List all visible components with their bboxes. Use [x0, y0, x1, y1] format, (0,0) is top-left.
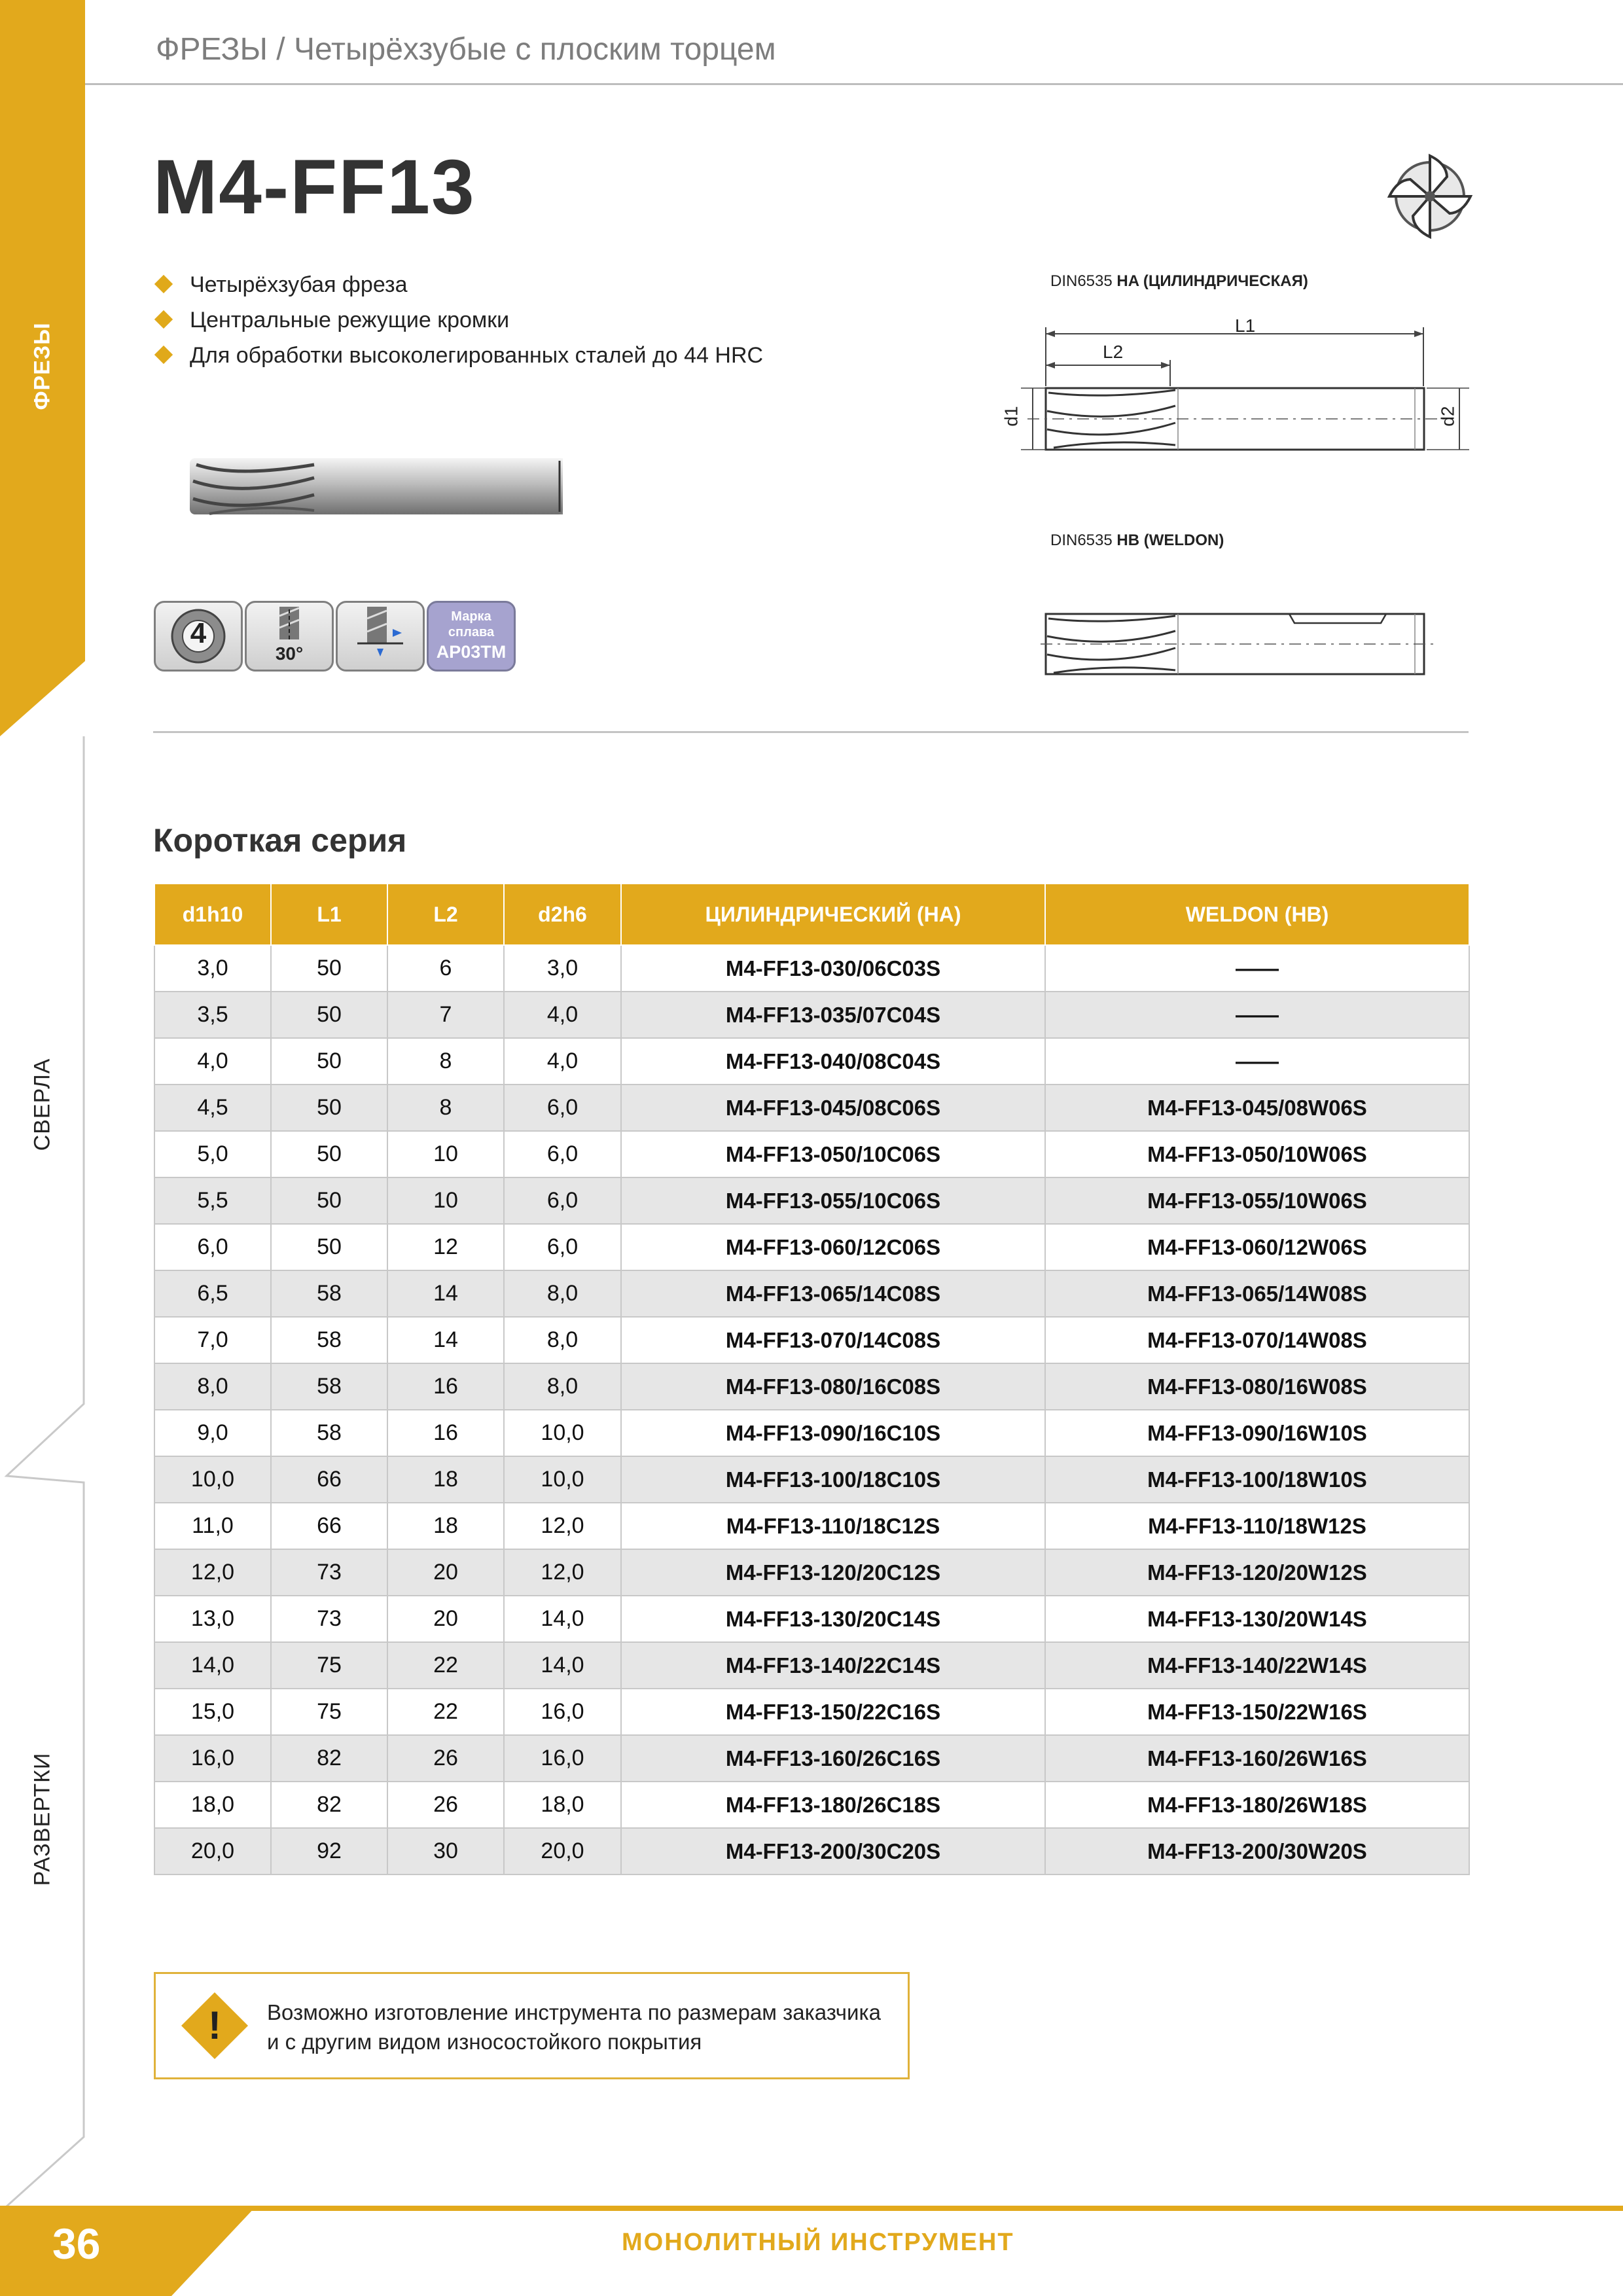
cell-code-weldon: ——	[1045, 992, 1469, 1038]
cell-code-weldon: M4-FF13-130/20W14S	[1045, 1596, 1469, 1642]
drawing-hb-prefix: DIN6535	[1050, 531, 1117, 549]
cell-code-weldon: M4-FF13-160/26W16S	[1045, 1735, 1469, 1782]
cell-l2: 10	[387, 1177, 504, 1224]
end-mill-product-image	[183, 452, 569, 524]
note-text	[267, 1998, 895, 2056]
drawing-ha-prefix: DIN6535	[1050, 272, 1117, 290]
cell-l1: 66	[271, 1503, 387, 1549]
cell-d1: 14,0	[154, 1642, 271, 1689]
cell-l1: 73	[271, 1596, 387, 1642]
column-header-d2: d2h6	[504, 884, 621, 945]
cell-code-weldon: M4-FF13-050/10W06S	[1045, 1131, 1469, 1177]
helix-angle-badge	[245, 601, 334, 672]
cell-d2: 10,0	[504, 1456, 621, 1503]
cell-d2: 16,0	[504, 1735, 621, 1782]
cell-code-weldon: M4-FF13-080/16W08S	[1045, 1363, 1469, 1410]
cell-code-cylindrical: M4-FF13-150/22C16S	[621, 1689, 1045, 1735]
cell-d2: 18,0	[504, 1782, 621, 1828]
cell-d2: 16,0	[504, 1689, 621, 1735]
table-row	[154, 1363, 1469, 1410]
cell-d2: 8,0	[504, 1363, 621, 1410]
cell-l2: 22	[387, 1689, 504, 1735]
cell-code-weldon: M4-FF13-045/08W06S	[1045, 1085, 1469, 1131]
cell-l2: 20	[387, 1549, 504, 1596]
cell-d2: 8,0	[504, 1270, 621, 1317]
cell-d1: 9,0	[154, 1410, 271, 1456]
cell-l2: 26	[387, 1735, 504, 1782]
breadcrumb: ФРЕЗЫ / Четырёхзубые с плоским торцем	[156, 32, 776, 67]
cell-l1: 73	[271, 1549, 387, 1596]
spec-table	[154, 883, 1470, 1875]
table-row	[154, 945, 1469, 992]
table-row	[154, 1503, 1469, 1549]
cell-code-cylindrical: M4-FF13-030/06C03S	[621, 945, 1045, 992]
cell-l1: 82	[271, 1735, 387, 1782]
cell-l2: 26	[387, 1782, 504, 1828]
helix-angle-value: 30°	[275, 643, 304, 664]
grade-label-line2: сплава	[448, 625, 495, 639]
cell-l1: 82	[271, 1782, 387, 1828]
cell-code-cylindrical: M4-FF13-100/18C10S	[621, 1456, 1045, 1503]
cell-l2: 10	[387, 1131, 504, 1177]
footer-divider	[85, 2206, 1623, 2211]
cell-l2: 8	[387, 1038, 504, 1085]
cell-l2: 16	[387, 1363, 504, 1410]
cell-code-cylindrical: M4-FF13-040/08C04S	[621, 1038, 1045, 1085]
cell-d1: 15,0	[154, 1689, 271, 1735]
table-row	[154, 1224, 1469, 1270]
grade-badge	[427, 601, 516, 672]
cell-d1: 12,0	[154, 1549, 271, 1596]
cell-d1: 8,0	[154, 1363, 271, 1410]
machining-direction-badge	[336, 601, 425, 672]
cell-code-weldon: M4-FF13-110/18W12S	[1045, 1503, 1469, 1549]
page-number: 36	[52, 2219, 101, 2268]
cell-code-cylindrical: M4-FF13-180/26C18S	[621, 1782, 1045, 1828]
cell-code-cylindrical: M4-FF13-160/26C16S	[621, 1735, 1045, 1782]
table-row	[154, 1270, 1469, 1317]
cell-d1: 3,5	[154, 992, 271, 1038]
dim-label-l2: L2	[1103, 342, 1124, 362]
cell-code-weldon: M4-FF13-065/14W08S	[1045, 1270, 1469, 1317]
cell-code-weldon: M4-FF13-070/14W08S	[1045, 1317, 1469, 1363]
dim-label-l1: L1	[1235, 315, 1256, 336]
cell-d1: 16,0	[154, 1735, 271, 1782]
note-line-1: Возможно изготовление инструмента по размерам заказчика	[267, 2000, 881, 2024]
cell-l1: 50	[271, 1224, 387, 1270]
cell-code-cylindrical: M4-FF13-140/22C14S	[621, 1642, 1045, 1689]
side-tab-milling[interactable]: ФРЕЗЫ	[29, 322, 55, 410]
cell-d2: 14,0	[504, 1642, 621, 1689]
cell-code-weldon: M4-FF13-200/30W20S	[1045, 1828, 1469, 1874]
cell-l2: 22	[387, 1642, 504, 1689]
cell-code-cylindrical: M4-FF13-050/10C06S	[621, 1131, 1045, 1177]
cell-l1: 50	[271, 1038, 387, 1085]
cell-d1: 4,5	[154, 1085, 271, 1131]
cell-code-weldon: M4-FF13-055/10W06S	[1045, 1177, 1469, 1224]
table-row	[154, 1456, 1469, 1503]
cell-d1: 5,0	[154, 1131, 271, 1177]
cell-l2: 14	[387, 1270, 504, 1317]
side-navigation	[0, 0, 85, 2296]
cell-d2: 8,0	[504, 1317, 621, 1363]
cell-d1: 11,0	[154, 1503, 271, 1549]
cell-d2: 12,0	[504, 1549, 621, 1596]
table-row	[154, 1085, 1469, 1131]
section-title: Короткая серия	[153, 822, 407, 859]
cell-d1: 7,0	[154, 1317, 271, 1363]
section-divider	[153, 731, 1469, 733]
cell-d2: 20,0	[504, 1828, 621, 1874]
column-header-d1: d1h10	[154, 884, 271, 945]
table-row	[154, 1828, 1469, 1874]
table-row	[154, 1410, 1469, 1456]
feature-item: Центральные режущие кромки	[152, 302, 763, 338]
cell-code-weldon: M4-FF13-180/26W18S	[1045, 1782, 1469, 1828]
drawing-ha-caption	[1050, 272, 1308, 291]
column-header-l1: L1	[271, 884, 387, 945]
cell-l2: 30	[387, 1828, 504, 1874]
teeth-count-value: 4	[190, 617, 207, 649]
table-body	[154, 945, 1469, 1874]
cell-code-cylindrical: M4-FF13-045/08C06S	[621, 1085, 1045, 1131]
column-header-l2: L2	[387, 884, 504, 945]
teeth-count-badge	[154, 601, 243, 672]
cell-l1: 50	[271, 945, 387, 992]
cell-code-weldon: M4-FF13-120/20W12S	[1045, 1549, 1469, 1596]
side-tab-reamers[interactable]: РАЗВЕРТКИ	[29, 1752, 55, 1886]
cell-d1: 18,0	[154, 1782, 271, 1828]
cell-code-cylindrical: M4-FF13-200/30C20S	[621, 1828, 1045, 1874]
cell-code-cylindrical: M4-FF13-070/14C08S	[621, 1317, 1045, 1363]
cell-code-cylindrical: M4-FF13-090/16C10S	[621, 1410, 1045, 1456]
cell-d1: 20,0	[154, 1828, 271, 1874]
note-line-2: и с другим видом износостойкого покрытия	[267, 2030, 702, 2054]
cell-l2: 20	[387, 1596, 504, 1642]
cell-d2: 6,0	[504, 1177, 621, 1224]
table-row	[154, 1131, 1469, 1177]
cell-l1: 50	[271, 1177, 387, 1224]
table-row	[154, 1038, 1469, 1085]
machining-direction-icon	[338, 603, 423, 670]
cell-d1: 10,0	[154, 1456, 271, 1503]
cell-l2: 7	[387, 992, 504, 1038]
cell-l2: 12	[387, 1224, 504, 1270]
cell-d1: 4,0	[154, 1038, 271, 1085]
footer-title: МОНОЛИТНЫЙ ИНСТРУМЕНТ	[622, 2229, 1014, 2256]
feature-item: Для обработки высоколегированных сталей до 44 HRC	[152, 338, 763, 373]
cell-l2: 18	[387, 1456, 504, 1503]
cell-d1: 6,0	[154, 1224, 271, 1270]
table-row	[154, 1177, 1469, 1224]
cell-d1: 13,0	[154, 1596, 271, 1642]
cell-l1: 50	[271, 1131, 387, 1177]
cell-code-weldon: ——	[1045, 945, 1469, 992]
column-header-cylindrical: ЦИЛИНДРИЧЕСКИЙ (HA)	[621, 884, 1045, 945]
cell-l1: 58	[271, 1363, 387, 1410]
feature-list	[152, 267, 763, 373]
cell-l2: 6	[387, 945, 504, 992]
cell-d2: 6,0	[504, 1131, 621, 1177]
cell-code-weldon: M4-FF13-140/22W14S	[1045, 1642, 1469, 1689]
cell-code-cylindrical: M4-FF13-035/07C04S	[621, 992, 1045, 1038]
page-title: M4-FF13	[153, 144, 476, 230]
cell-code-weldon: M4-FF13-100/18W10S	[1045, 1456, 1469, 1503]
cell-l1: 92	[271, 1828, 387, 1874]
custom-order-note	[154, 1972, 910, 2079]
cell-d2: 6,0	[504, 1224, 621, 1270]
page-number-tab	[0, 2206, 262, 2296]
cell-l2: 16	[387, 1410, 504, 1456]
side-tab-drills[interactable]: СВЕРЛА	[29, 1058, 55, 1151]
cell-d2: 6,0	[504, 1085, 621, 1131]
cell-l1: 50	[271, 992, 387, 1038]
grade-value: AP03TM	[436, 642, 507, 662]
cell-l1: 66	[271, 1456, 387, 1503]
cell-code-cylindrical: M4-FF13-060/12C06S	[621, 1224, 1045, 1270]
cell-d2: 3,0	[504, 945, 621, 992]
header-divider	[85, 83, 1623, 85]
cell-d2: 4,0	[504, 992, 621, 1038]
four-flute-end-icon	[1384, 151, 1476, 242]
cell-l1: 75	[271, 1642, 387, 1689]
cell-code-cylindrical: M4-FF13-055/10C06S	[621, 1177, 1045, 1224]
cell-d2: 12,0	[504, 1503, 621, 1549]
table-row	[154, 1782, 1469, 1828]
cell-l2: 14	[387, 1317, 504, 1363]
drawing-hb-caption	[1050, 531, 1224, 550]
cell-code-cylindrical: M4-FF13-130/20C14S	[621, 1596, 1045, 1642]
drawing-hb-weldon	[1041, 609, 1433, 677]
table-row	[154, 1642, 1469, 1689]
cell-l1: 50	[271, 1085, 387, 1131]
cell-code-cylindrical: M4-FF13-120/20C12S	[621, 1549, 1045, 1596]
cell-l1: 58	[271, 1270, 387, 1317]
table-header-row	[154, 884, 1469, 945]
table-row	[154, 1317, 1469, 1363]
drawing-ha-label: HA (ЦИЛИНДРИЧЕСКАЯ)	[1116, 272, 1308, 290]
table-row	[154, 1735, 1469, 1782]
grade-label-line1: Марка	[451, 609, 491, 624]
table-row	[154, 1596, 1469, 1642]
column-header-weldon: WELDON (HB)	[1045, 884, 1469, 945]
table-row	[154, 1549, 1469, 1596]
cell-d1: 6,5	[154, 1270, 271, 1317]
feature-item: Четырёхзубая фреза	[152, 267, 763, 302]
drawing-hb-label: HB (WELDON)	[1116, 531, 1224, 549]
cell-l1: 58	[271, 1410, 387, 1456]
table-row	[154, 992, 1469, 1038]
cell-l1: 75	[271, 1689, 387, 1735]
dim-label-d2: d2	[1437, 406, 1458, 427]
warning-icon-glyph: !	[208, 2003, 221, 2047]
cell-d2: 4,0	[504, 1038, 621, 1085]
cell-code-cylindrical: M4-FF13-065/14C08S	[621, 1270, 1045, 1317]
cell-code-cylindrical: M4-FF13-080/16C08S	[621, 1363, 1045, 1410]
cell-d2: 10,0	[504, 1410, 621, 1456]
cell-code-cylindrical: M4-FF13-110/18C12S	[621, 1503, 1045, 1549]
table-row	[154, 1689, 1469, 1735]
cell-l1: 58	[271, 1317, 387, 1363]
cell-d1: 5,5	[154, 1177, 271, 1224]
cell-l2: 18	[387, 1503, 504, 1549]
cell-code-weldon: M4-FF13-060/12W06S	[1045, 1224, 1469, 1270]
dim-label-d1: d1	[1001, 406, 1022, 427]
cell-code-weldon: M4-FF13-150/22W16S	[1045, 1689, 1469, 1735]
cell-code-weldon: M4-FF13-090/16W10S	[1045, 1410, 1469, 1456]
cell-d2: 14,0	[504, 1596, 621, 1642]
cell-l2: 8	[387, 1085, 504, 1131]
cell-d1: 3,0	[154, 945, 271, 992]
cell-code-weldon: ——	[1045, 1038, 1469, 1085]
